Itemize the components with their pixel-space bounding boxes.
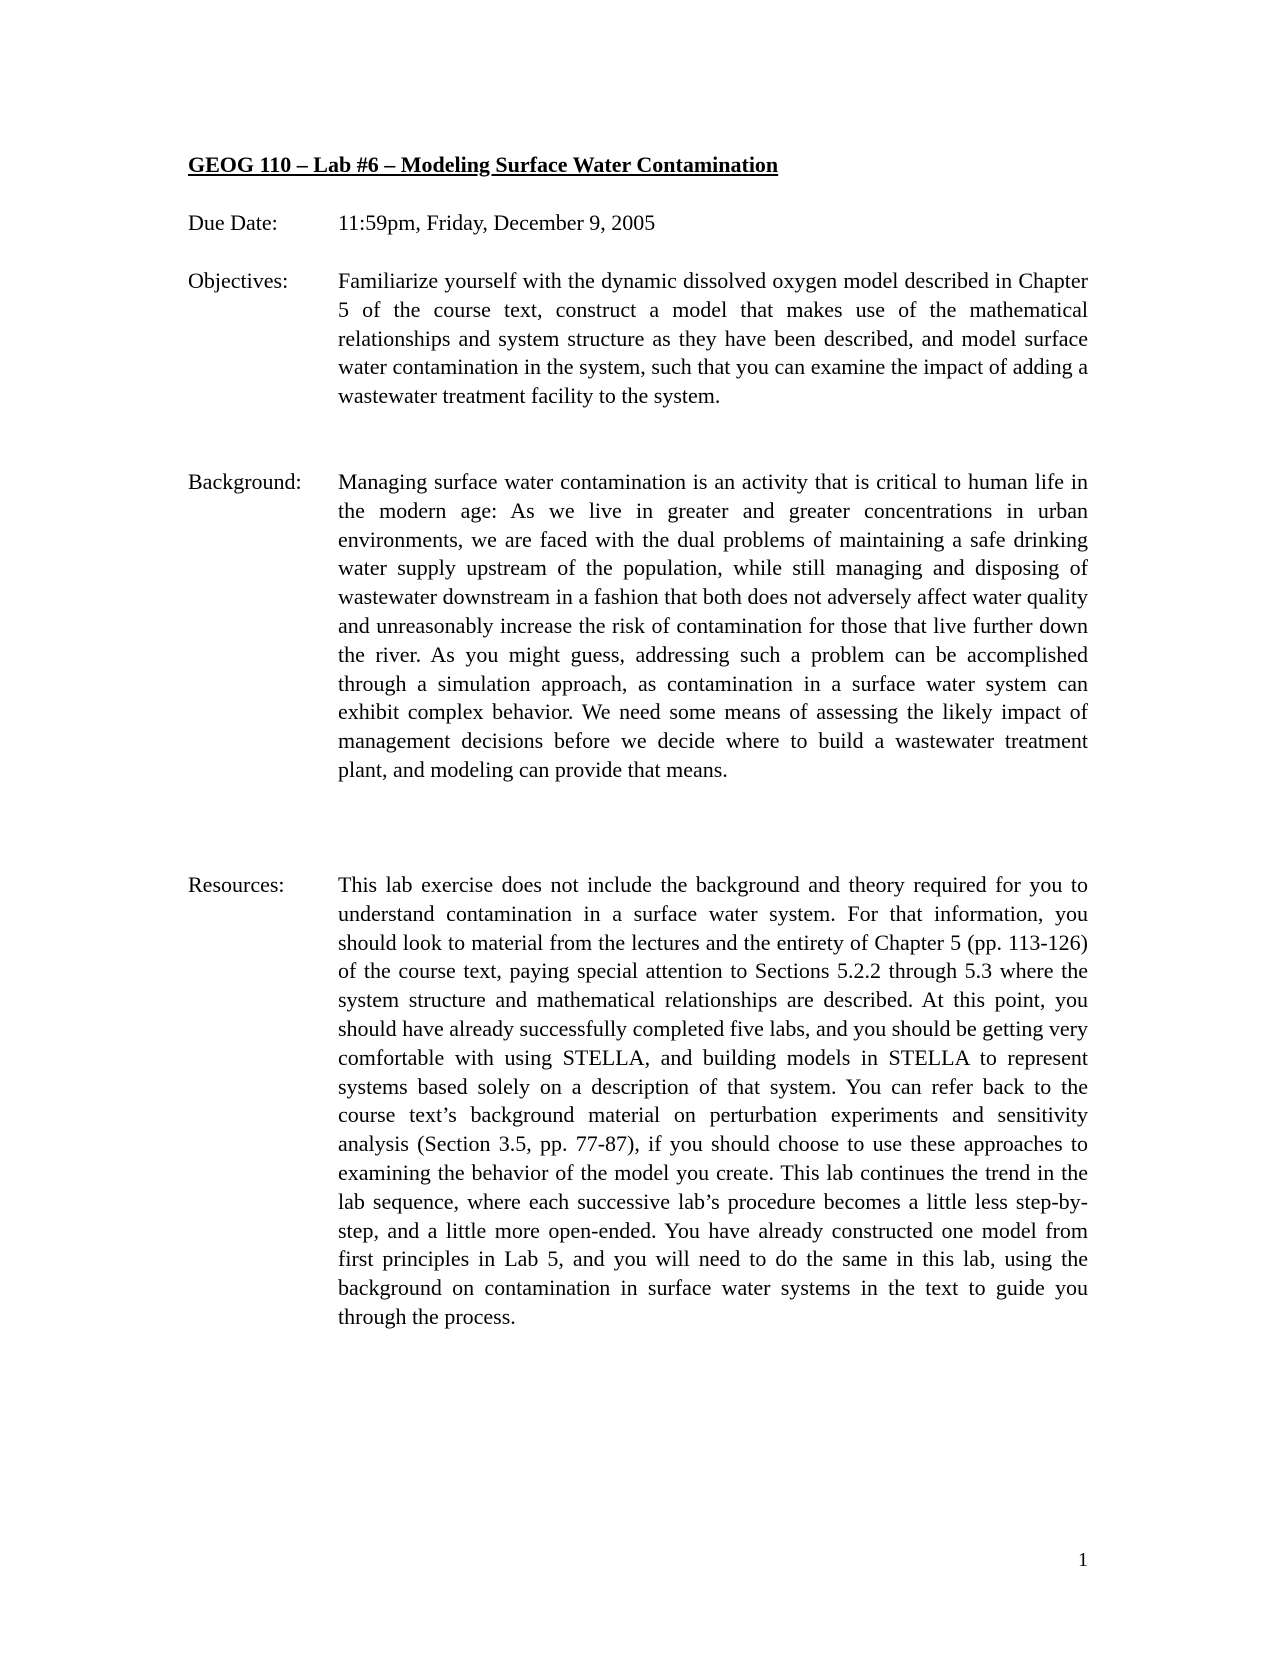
objectives-text: Familiarize yourself with the dynamic dissolved oxygen model described in Chapter 5 of the course text, construct a model that makes use of the mathematical relationships and system structure as they have been described, and model surface water contamination in the system, such that you can examine the impact of adding a wastewater treatment facility to the system. bbox=[338, 268, 1088, 409]
resources-label: Resources: bbox=[188, 872, 285, 897]
resources-text: This lab exercise does not include the background and theory required for you to understand contamination in a surface water system. For that information, you should look to material from the lectures and the entirety of Chapter 5 (pp. 113-126) of the course text, paying special attention to Sections 5.2.2 through 5.3 where the system structure and mathematical relationships are described. At this point, you should have already successfully completed five labs, and you should be getting very comfortable with using STELLA, and building models in STELLA to represent systems based solely on a description of that system. You can refer back to the course text’s background material on perturbation experiments and sensitivity analysis (Section 3.5, pp. 77-87), if you should choose to use these approaches to examining the behavior of the model you create. This lab continues the trend in the lab sequence, where each successive lab’s procedure becomes a little less step-by-step, and a little more open-ended. You have already constructed one model from first principles in Lab 5, and you will need to do the same in this lab, using the background on contamination in surface water systems in the text to guide you through the process. bbox=[338, 872, 1088, 1329]
background-label: Background: bbox=[188, 469, 302, 494]
due-date-value: 11:59pm, Friday, December 9, 2005 bbox=[338, 210, 656, 235]
due-date-label: Due Date: bbox=[188, 210, 278, 235]
document-title: GEOG 110 – Lab #6 – Modeling Surface Water Contamination bbox=[188, 152, 779, 177]
background-text: Managing surface water contamination is an activity that is critical to human life in the modern age: As we live in greater and greater concentrations in urban environments, we are faced with the dual problems of maintaining a safe drinking water supply upstream of the population, while still managing and disposing of wastewater downstream in a fashion that both does not adversely affect water quality and unreasonably increase the risk of contamination for those that live further down the river. As you might guess, addressing such a problem can be accomplished through a simulation approach, as contamination in a surface water system can exhibit complex behavior. We need some means of assessing the likely impact of management decisions before we decide where to build a wastewater treatment plant, and modeling can provide that means. bbox=[338, 469, 1088, 782]
objectives-label: Objectives: bbox=[188, 268, 289, 293]
page-number: 1 bbox=[1078, 1549, 1088, 1571]
